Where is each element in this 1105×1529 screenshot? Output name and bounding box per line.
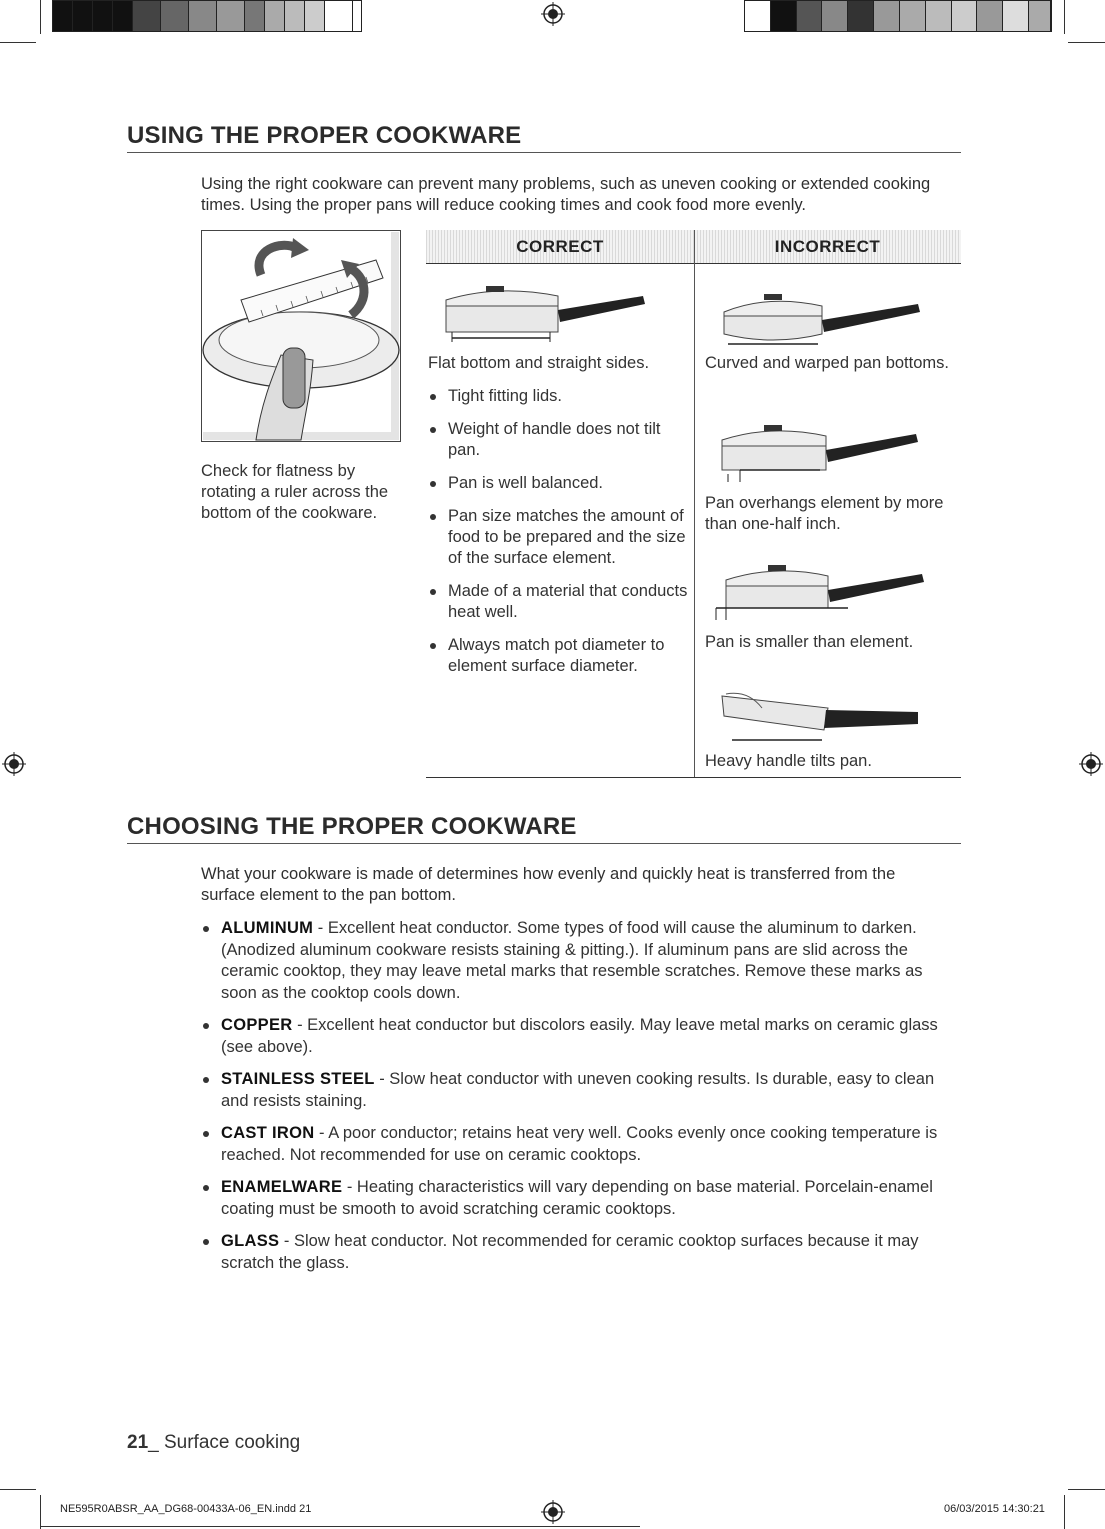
material-item-copper bbox=[201, 1015, 941, 1058]
column-header-incorrect: INCORRECT bbox=[694, 230, 961, 264]
material-desc: - Slow heat conductor with uneven cooking results. Is durable, easy to clean and resists staining. bbox=[221, 1070, 935, 1110]
section-intro-using: Using the right cookware can prevent many problems, such as uneven cooking or extended cooking times. Using the proper pans will reduce cooking times and cook food more evenly. bbox=[201, 175, 931, 214]
incorrect-item: Pan overhangs element by more than one-half inch. bbox=[705, 494, 944, 533]
crop-mark bbox=[1068, 42, 1105, 43]
pan-small-illustration bbox=[706, 562, 928, 624]
material-desc: - Excellent heat conductor. Some types of food will cause the aluminum to darken. (Anodized aluminum cookware resists staining & pitting.). If aluminum pans are slid across the ceramic cooktop, they may leave metal marks that resemble scratches. Remove these marks as soon as the cooktop cools down. bbox=[221, 919, 923, 1002]
material-item-glass bbox=[201, 1231, 941, 1274]
registration-mark-icon bbox=[541, 1500, 565, 1524]
materials-list bbox=[201, 918, 941, 1285]
crop-mark bbox=[0, 42, 36, 43]
material-name: STAINLESS STEEL bbox=[221, 1070, 375, 1088]
material-item-stainless-steel bbox=[201, 1069, 941, 1112]
incorrect-item: Pan is smaller than element. bbox=[705, 633, 914, 651]
incorrect-item: Curved and warped pan bottoms. bbox=[705, 354, 949, 372]
correct-lead-text: Flat bottom and straight sides. bbox=[428, 354, 650, 372]
pan-warped-illustration bbox=[718, 290, 923, 346]
material-desc: - A poor conductor; retains heat very well. Cooks evenly once cooking temperature is reached. Not recommended for use on ceramic cooktops. bbox=[221, 1124, 938, 1164]
material-name: ALUMINUM bbox=[221, 919, 314, 937]
material-name: ENAMELWARE bbox=[221, 1178, 343, 1196]
pan-correct-illustration bbox=[438, 282, 653, 344]
material-desc: - Heating characteristics will vary depending on base material. Porcelain-enamel coating must be smooth to avoid scratching ceramic cooktops. bbox=[221, 1178, 933, 1218]
crop-mark bbox=[1068, 1489, 1105, 1490]
ruler-check-illustration bbox=[201, 230, 401, 442]
slug-date: 06/03/2015 14:30:21 bbox=[944, 1503, 1045, 1515]
crop-mark bbox=[1064, 0, 1065, 34]
pan-overhang-illustration bbox=[716, 422, 926, 484]
table-divider bbox=[694, 230, 695, 777]
ruler-caption: Check for flatness by rotating a ruler across the bottom of the cookware. bbox=[201, 462, 389, 522]
page-section-label: _ Surface cooking bbox=[148, 1432, 301, 1453]
material-item-cast-iron bbox=[201, 1123, 941, 1166]
pan-tilted-illustration bbox=[718, 690, 923, 746]
correct-item: Pan size matches the amount of food to be prepared and the size of the surface element. bbox=[428, 506, 688, 569]
color-bar-left bbox=[52, 0, 362, 32]
section-title-choosing: CHOOSING THE PROPER COOKWARE bbox=[127, 813, 961, 844]
crop-mark bbox=[40, 0, 41, 34]
correct-item: Always match pot diameter to element surface diameter. bbox=[428, 635, 688, 677]
registration-mark-icon bbox=[541, 2, 565, 26]
material-name: GLASS bbox=[221, 1232, 280, 1250]
correct-item: Tight fitting lids. bbox=[428, 386, 688, 407]
correct-item: Pan is well balanced. bbox=[428, 473, 688, 494]
table-bottom-rule bbox=[426, 777, 961, 778]
crop-mark bbox=[40, 1495, 41, 1529]
correct-item: Made of a material that conducts heat well. bbox=[428, 581, 688, 623]
slug-rule bbox=[40, 1526, 640, 1527]
material-name: COPPER bbox=[221, 1016, 293, 1034]
page-number: 21 bbox=[127, 1432, 149, 1453]
material-item-enamelware bbox=[201, 1177, 941, 1220]
material-desc: - Excellent heat conductor but discolors easily. May leave metal marks on ceramic glass (see above). bbox=[221, 1016, 938, 1056]
column-header-correct: CORRECT bbox=[426, 230, 694, 264]
registration-mark-icon bbox=[1079, 752, 1103, 776]
crop-mark bbox=[0, 1489, 36, 1490]
material-desc: - Slow heat conductor. Not recommended for ceramic cooktop surfaces because it may scratch the glass. bbox=[221, 1232, 919, 1272]
page-footer bbox=[127, 1432, 300, 1454]
incorrect-item: Heavy handle tilts pan. bbox=[705, 752, 872, 770]
color-bar-right bbox=[744, 0, 1052, 32]
section-title-using: USING THE PROPER COOKWARE bbox=[127, 122, 961, 153]
registration-mark-icon bbox=[2, 752, 26, 776]
material-name: CAST IRON bbox=[221, 1124, 315, 1142]
slug-file: NE595R0ABSR_AA_DG68-00433A-06_EN.indd 21 bbox=[60, 1503, 312, 1515]
correct-item: Weight of handle does not tilt pan. bbox=[428, 419, 688, 461]
crop-mark bbox=[1064, 1495, 1065, 1529]
correct-list bbox=[428, 386, 688, 689]
section-intro-choosing: What your cookware is made of determines how evenly and quickly heat is transferred from the surface element to the pan bottom. bbox=[201, 865, 896, 904]
material-item-aluminum bbox=[201, 918, 941, 1004]
